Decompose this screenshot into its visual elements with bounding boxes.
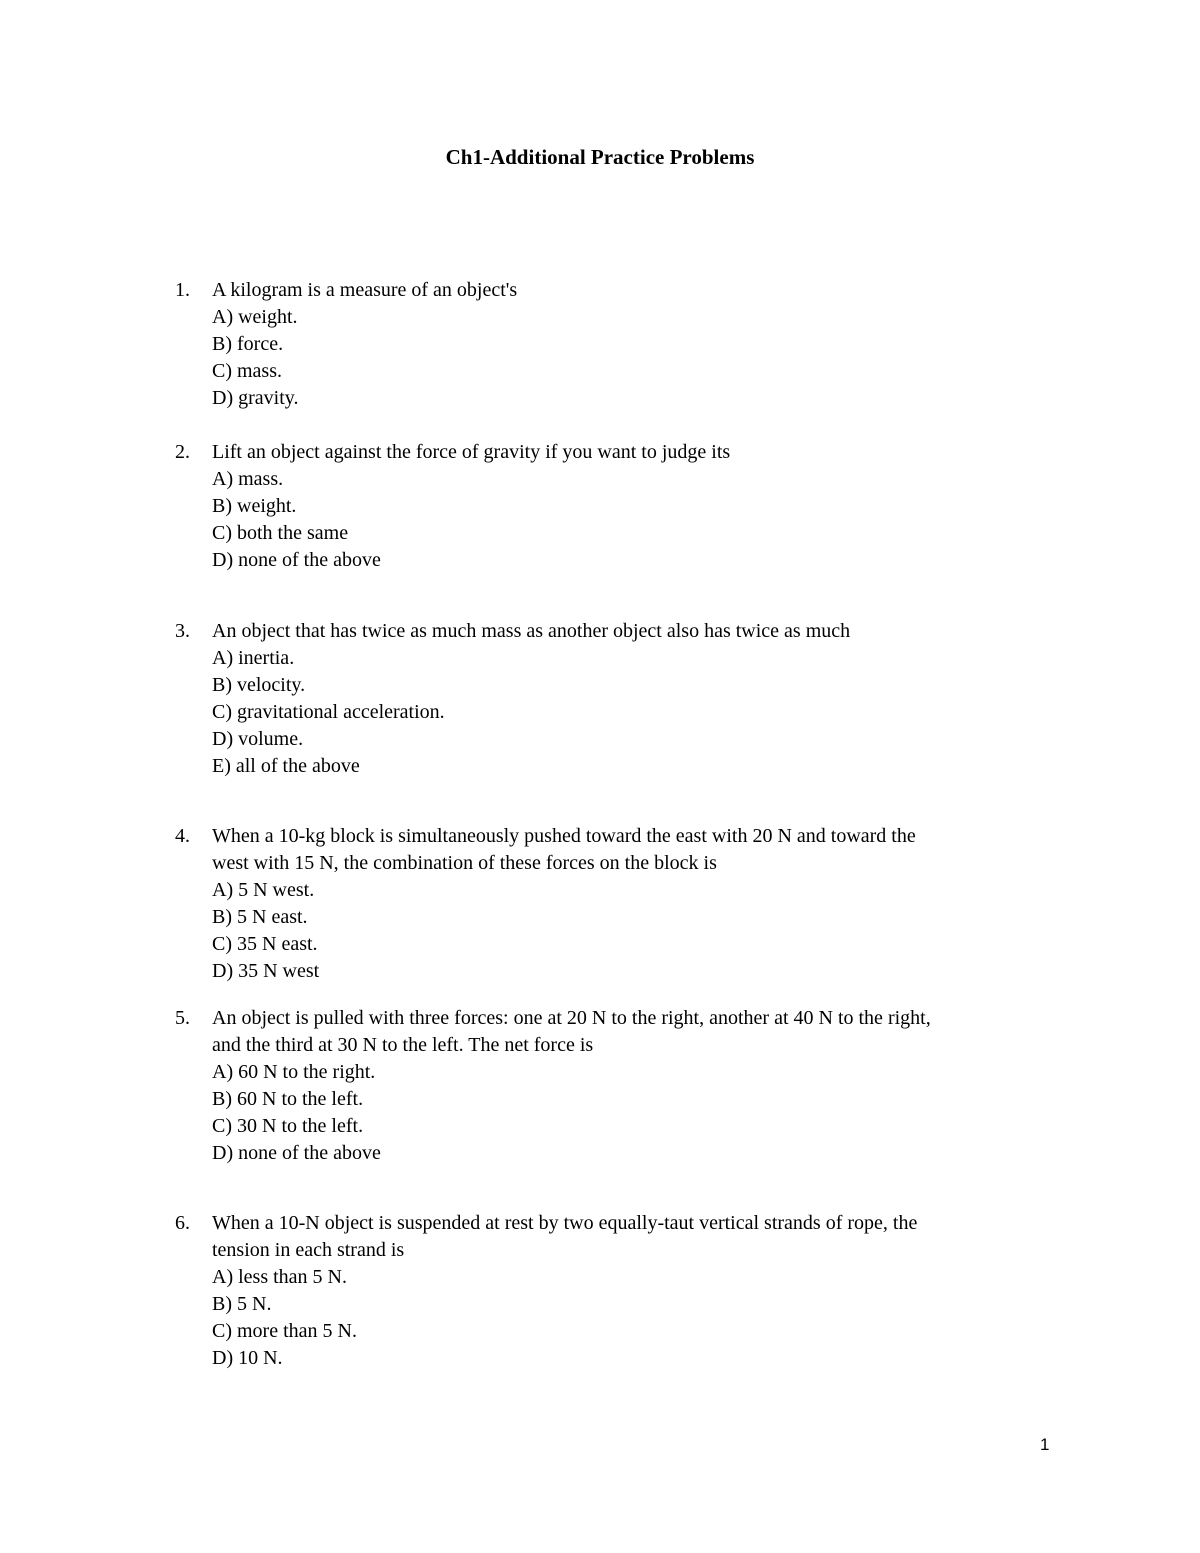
answer-option-a: A) 5 N west. (212, 879, 315, 901)
document-title: Ch1-Additional Practice Problems (445, 145, 755, 169)
answer-option-b: B) 5 N east. (212, 906, 308, 928)
question-1 (170, 277, 1070, 412)
answer-option-c: C) gravitational acceleration. (212, 701, 445, 723)
answer-option-c: C) mass. (212, 360, 282, 382)
answer-option-c: C) 35 N east. (212, 933, 318, 955)
question-stem: Lift an object against the force of gravity if you want to judge its (212, 441, 731, 463)
question-stem: When a 10-kg block is simultaneously pushed toward the east with 20 N and toward the (212, 825, 916, 847)
answer-option-e: E) all of the above (212, 755, 360, 777)
question-stem: An object is pulled with three forces: one at 20 N to the right, another at 40 N to the right, (212, 1007, 931, 1029)
answer-option-a: A) mass. (212, 468, 284, 490)
answer-option-a: A) weight. (212, 306, 298, 328)
question-stem: A kilogram is a measure of an object's (212, 279, 518, 301)
answer-option-d: D) 10 N. (212, 1347, 283, 1369)
answer-option-b: B) velocity. (212, 674, 306, 696)
question-number: 3. (175, 620, 190, 642)
answer-option-d: D) none of the above (212, 1142, 381, 1164)
answer-option-a: A) 60 N to the right. (212, 1061, 376, 1083)
answer-option-c: C) 30 N to the left. (212, 1115, 364, 1137)
question-stem-continued: and the third at 30 N to the left. The net force is (212, 1034, 594, 1056)
question-stem: When a 10-N object is suspended at rest by two equally-taut vertical strands of rope, the (212, 1212, 918, 1234)
question-stem-continued: tension in each strand is (212, 1239, 405, 1261)
question-4 (170, 823, 1070, 985)
question-5 (170, 1005, 1070, 1167)
question-stem-continued: west with 15 N, the combination of these forces on the block is (212, 852, 717, 874)
answer-option-a: A) less than 5 N. (212, 1266, 347, 1288)
answer-option-b: B) 5 N. (212, 1293, 272, 1315)
answer-option-c: C) both the same (212, 522, 349, 544)
question-2 (170, 439, 1070, 574)
answer-option-d: D) volume. (212, 728, 304, 750)
page-number: 1 (1040, 1435, 1050, 1454)
question-3 (170, 618, 1070, 780)
question-6 (170, 1210, 1070, 1372)
answer-option-d: D) none of the above (212, 549, 381, 571)
answer-option-b: B) weight. (212, 495, 297, 517)
question-number: 6. (175, 1212, 190, 1234)
answer-option-d: D) gravity. (212, 387, 299, 409)
answer-option-c: C) more than 5 N. (212, 1320, 357, 1342)
question-number: 4. (175, 825, 190, 847)
question-number: 5. (175, 1007, 190, 1029)
question-number: 1. (175, 279, 190, 301)
answer-option-a: A) inertia. (212, 647, 295, 669)
question-number: 2. (175, 441, 190, 463)
question-stem: An object that has twice as much mass as another object also has twice as much (212, 620, 851, 642)
answer-option-b: B) 60 N to the left. (212, 1088, 364, 1110)
answer-option-d: D) 35 N west (212, 960, 320, 982)
answer-option-b: B) force. (212, 333, 284, 355)
